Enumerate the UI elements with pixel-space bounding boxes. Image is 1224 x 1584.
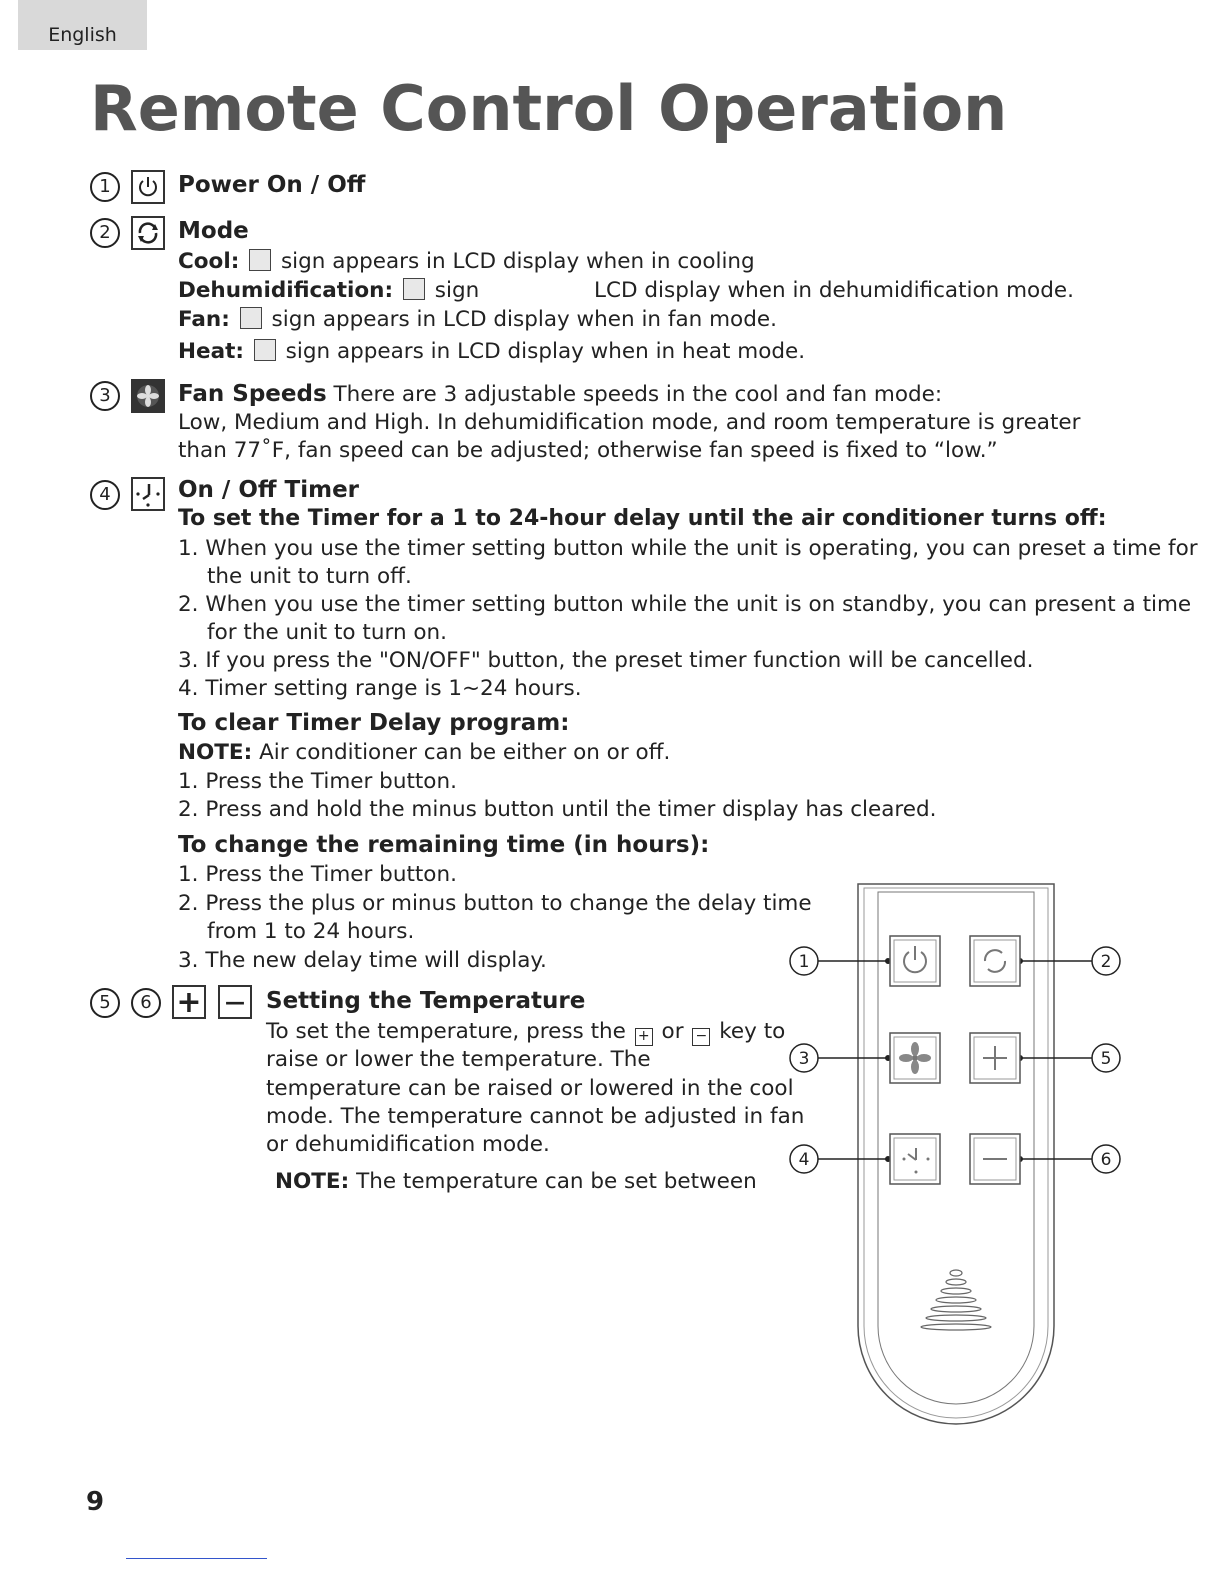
- mode-fan-line: [178, 306, 777, 334]
- timer-change-3: 3. The new delay time will display.: [178, 948, 547, 973]
- mode-cycle-icon: [131, 216, 165, 250]
- temperature-line-2: raise or lower the temperature. The: [266, 1047, 651, 1072]
- timer-change-2a: 2. Press the plus or minus button to change the delay time: [178, 891, 812, 916]
- fan-label: Fan:: [178, 307, 230, 332]
- callout-2: 2: [1100, 952, 1112, 972]
- temperature-note: [275, 1168, 757, 1196]
- cool-text: sign appears in LCD display when in cooling: [280, 249, 755, 274]
- remote-timer-button[interactable]: [890, 1134, 940, 1184]
- heat-text: sign appears in LCD display when in heat mode.: [285, 339, 806, 364]
- callout-1: 1: [798, 952, 810, 972]
- plus-key-icon: +: [635, 1028, 653, 1046]
- mode-cool-line: [178, 248, 755, 276]
- clear-note-label: NOTE:: [178, 740, 253, 765]
- page-title: Remote Control Operation: [90, 72, 1008, 145]
- power-heading: Power On / Off: [178, 172, 366, 198]
- cool-snowflake-icon: [249, 249, 271, 271]
- remote-fan-button[interactable]: [890, 1033, 940, 1083]
- number-2-circle: 2: [90, 218, 120, 248]
- fan-mode-icon: [240, 307, 262, 329]
- fan-icon: [131, 379, 165, 413]
- dehum-text-a: sign: [434, 278, 480, 303]
- fan-text: sign appears in LCD display when in fan mode.: [271, 307, 777, 332]
- mode-dehum-line: [178, 277, 479, 305]
- remote-control-diagram: [780, 876, 1140, 1476]
- heat-label: Heat:: [178, 339, 244, 364]
- timer-change-heading: To change the remaining time (in hours):: [178, 832, 710, 858]
- timer-icon: [131, 477, 165, 511]
- fan-speeds-text-1: There are 3 adjustable speeds in the cool and fan mode:: [333, 382, 943, 407]
- temperature-p1-or: or: [661, 1019, 684, 1044]
- mode-heat-line: [178, 338, 805, 366]
- cool-label: Cool:: [178, 249, 240, 274]
- number-6-circle: 6: [131, 988, 161, 1018]
- remote-plus-button[interactable]: [970, 1033, 1020, 1083]
- number-3-circle: 3: [90, 381, 120, 411]
- dehum-text-b: LCD display when in dehumidification mode.: [594, 278, 1074, 303]
- timer-change-2b: from 1 to 24 hours.: [207, 919, 415, 944]
- fan-speeds-line-3: than 77˚F, fan speed can be adjusted; otherwise fan speed is fixed to “low.”: [178, 438, 998, 463]
- timer-clear-2: 2. Press and hold the minus button until the timer display has cleared.: [178, 797, 937, 822]
- page-number: 9: [86, 1487, 105, 1517]
- heat-sun-icon: [254, 339, 276, 361]
- minus-key-icon: −: [692, 1028, 710, 1046]
- temperature-note-text: The temperature can be set between: [356, 1169, 757, 1194]
- timer-set-2a: 2. When you use the timer setting button while the unit is on standby, you can present a time: [178, 592, 1192, 617]
- dehum-droplet-icon: [403, 278, 425, 300]
- dehum-label: Dehumidification:: [178, 278, 394, 303]
- timer-set-3: 3. If you press the "ON/OFF" button, the preset timer function will be cancelled.: [178, 648, 1034, 673]
- language-label: English: [48, 24, 117, 46]
- minus-icon: —: [218, 985, 252, 1019]
- timer-clear-1: 1. Press the Timer button.: [178, 769, 457, 794]
- timer-set-heading: To set the Timer for a 1 to 24-hour delay until the air conditioner turns off:: [178, 506, 1107, 531]
- timer-set-4: 4. Timer setting range is 1~24 hours.: [178, 676, 582, 701]
- plus-icon: +: [172, 985, 206, 1019]
- fan-speeds-line-2: Low, Medium and High. In dehumidification mode, and room temperature is greater: [178, 410, 1081, 435]
- callout-5: 5: [1100, 1049, 1112, 1069]
- callout-6: 6: [1100, 1150, 1112, 1170]
- number-5-circle: 5: [90, 988, 120, 1018]
- fan-speeds-heading: Fan Speeds: [178, 381, 327, 407]
- mode-heading: Mode: [178, 218, 249, 244]
- language-tab: [18, 0, 147, 50]
- footer-line: [126, 1558, 267, 1559]
- timer-heading: On / Off Timer: [178, 477, 360, 503]
- remote-minus-button[interactable]: [970, 1134, 1020, 1184]
- remote-power-button[interactable]: [890, 936, 940, 986]
- temperature-p1a: To set the temperature, press the: [266, 1019, 626, 1044]
- temperature-line-5: or dehumidification mode.: [266, 1132, 550, 1157]
- power-icon: [131, 170, 165, 204]
- temperature-line-4: mode. The temperature cannot be adjusted in fan: [266, 1104, 805, 1129]
- timer-clear-note: [178, 739, 670, 767]
- timer-set-1a: 1. When you use the timer setting button while the unit is operating, you can preset a time for: [178, 536, 1198, 561]
- number-1-circle: 1: [90, 172, 120, 202]
- clear-note-text: Air conditioner can be either on or off.: [259, 740, 671, 765]
- callout-4: 4: [798, 1150, 810, 1170]
- timer-clear-heading: To clear Timer Delay program:: [178, 710, 570, 736]
- remote-mode-button[interactable]: [970, 936, 1020, 986]
- temperature-line-3: temperature can be raised or lowered in the cool: [266, 1076, 794, 1101]
- temperature-line-1: [266, 1018, 785, 1046]
- timer-set-2b: for the unit to turn on.: [207, 620, 448, 645]
- temperature-p1b: key to: [719, 1019, 786, 1044]
- timer-change-1: 1. Press the Timer button.: [178, 862, 457, 887]
- timer-set-1b: the unit to turn off.: [207, 564, 412, 589]
- number-4-circle: 4: [90, 480, 120, 510]
- temperature-note-label: NOTE:: [275, 1169, 350, 1194]
- fan-speeds-line-1: [178, 380, 942, 409]
- temperature-heading: Setting the Temperature: [266, 988, 586, 1014]
- remote-body: [858, 884, 1054, 1424]
- callout-3: 3: [798, 1049, 810, 1069]
